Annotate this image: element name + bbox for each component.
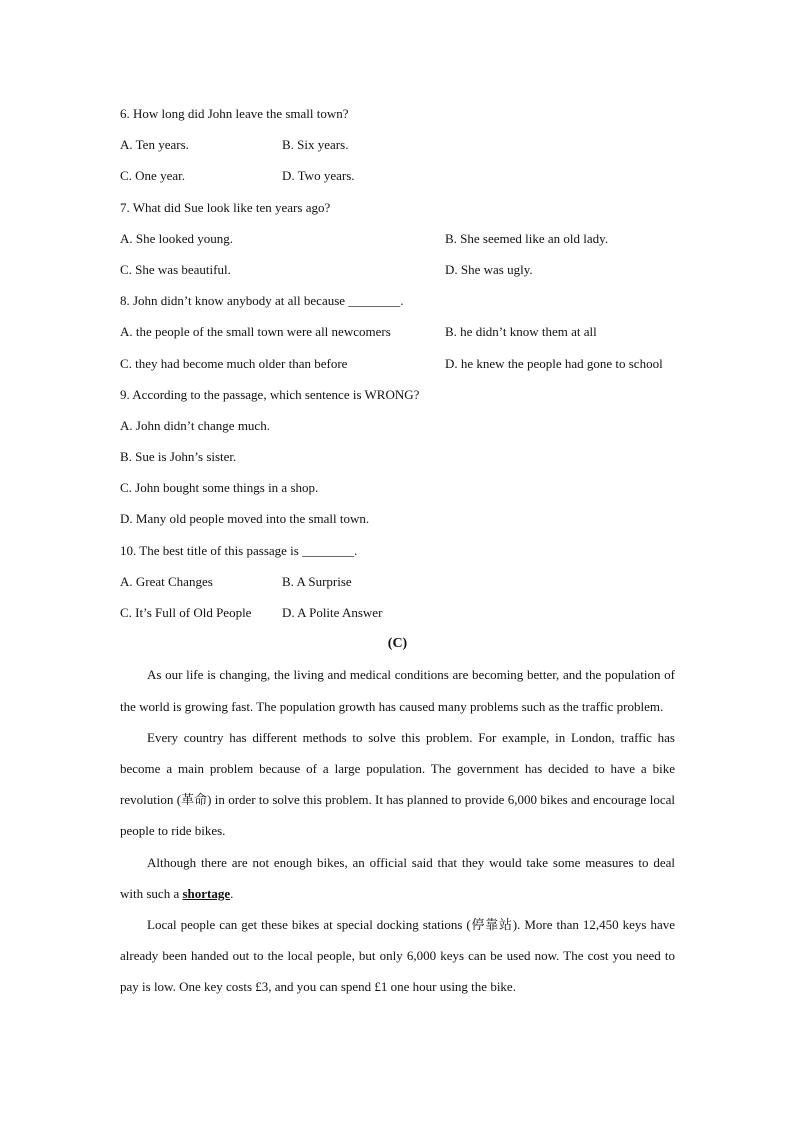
question-9-stem: 9. According to the passage, which sentence is WRONG? — [120, 386, 420, 402]
question-10-options-row-1 — [120, 566, 675, 597]
document-page — [120, 98, 675, 1003]
option-c: C. John bought some things in a shop. — [120, 480, 319, 496]
option-c: C. One year. — [120, 168, 185, 184]
option-a: A. Ten years. — [120, 137, 189, 153]
option-c: C. She was beautiful. — [120, 261, 231, 277]
option-a: A. the people of the small town were all newcomers — [120, 324, 391, 340]
paragraph-2: Every country has different methods to solve this problem. For example, in London, traffic has become a main problem because of a large population. The government has decided to have a bike revolution (革命) in order to solve this problem. It has planned to provide 6,000 bikes and encourage local people to ride bikes. — [120, 729, 675, 839]
question-7-stem: 7. What did Sue look like ten years ago? — [120, 199, 331, 215]
option-d: D. Two years. — [282, 168, 355, 184]
option-d: D. A Polite Answer — [282, 605, 383, 620]
section-title: (C) — [387, 636, 408, 652]
paragraph-4: Local people can get these bikes at special docking stations (停靠站). More than 12,450 keys have already been handed out to the local people, but only 6,000 keys can be used now. The cost you need to pay is low. One key costs £3, and you can spend £1 one hour using the bike. — [120, 917, 675, 995]
option-c: C. they had become much older than before — [120, 355, 348, 371]
option-b: B. A Surprise — [282, 573, 352, 589]
option-a: A. She looked young. — [120, 230, 234, 246]
question-10-stem: 10. The best title of this passage is ________. — [120, 542, 358, 558]
paragraph-1: As our life is changing, the living and medical conditions are becoming better, and the population of the world is growing fast. The population growth has caused many problems such as the traffic problem. — [120, 667, 675, 714]
keyword-shortage: shortage — [182, 885, 231, 901]
option-b: B. Sue is John’s sister. — [120, 449, 237, 465]
question-6-options-row-2 — [120, 160, 675, 191]
option-b: B. She seemed like an old lady. — [445, 230, 609, 246]
option-b: B. he didn’t know them at all — [445, 324, 597, 340]
question-6-stem: 6. How long did John leave the small town? — [120, 106, 349, 121]
option-d: D. She was ugly. — [445, 261, 533, 277]
question-10-options-row-2 — [120, 597, 675, 628]
option-a: A. Great Changes — [120, 573, 213, 589]
option-c: C. It’s Full of Old People — [120, 605, 252, 620]
question-7-options-row-2 — [120, 254, 675, 285]
paragraph-3-text: Although there are not enough bikes, an official said that they would take some measures to deal with such a — [120, 854, 675, 901]
question-8-options-row-2 — [120, 348, 675, 379]
paragraph-3-end: . — [230, 885, 234, 901]
option-b: B. Six years. — [282, 137, 349, 153]
question-7-options-row-1 — [120, 223, 675, 254]
question-6-options-row-1 — [120, 129, 675, 160]
option-d: D. he knew the people had gone to school — [445, 355, 663, 371]
question-8-stem: 8. John didn’t know anybody at all because ________. — [120, 293, 404, 309]
option-d: D. Many old people moved into the small town. — [120, 511, 370, 527]
question-8-options-row-1 — [120, 316, 675, 347]
paragraph-3 — [120, 847, 675, 909]
option-a: A. John didn’t change much. — [120, 417, 270, 433]
